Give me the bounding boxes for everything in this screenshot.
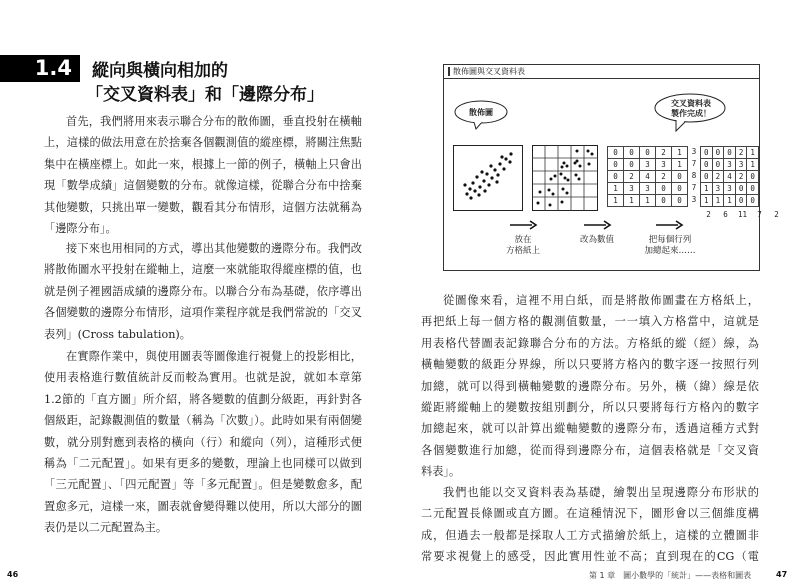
text-line: 集中在橫座標上。如此一來，根據上一節的例子，橫軸上只會出 bbox=[44, 157, 362, 171]
table-cell: 1 bbox=[640, 195, 656, 207]
table-cell: 3 bbox=[656, 159, 672, 171]
text-line: 成，但過去一般都是採取人工方式描繪於紙上，這樣的立體圖非 bbox=[421, 528, 759, 542]
table-cell: 1 bbox=[724, 195, 736, 207]
text-line: 各個變數的邊際分布情形，這項作業程序就是我們常說的「交叉 bbox=[44, 306, 362, 320]
figure-title: 散佈圖與交叉資料表 bbox=[453, 67, 525, 76]
text-line: 從圖像來看，這裡不用白紙，而是將散佈圖畫在方格紙上， bbox=[443, 294, 759, 307]
table-row bbox=[608, 195, 688, 207]
text-line: 表仍是以二元配置為主。 bbox=[44, 521, 168, 535]
text-line: 表列」(Cross tabulation)。 bbox=[44, 327, 191, 341]
step1-caption bbox=[498, 235, 548, 257]
running-footer: 第 1 章 圖小數學的「統計」——表格和圖表 bbox=[589, 571, 752, 580]
scatter-plot-panel bbox=[453, 145, 523, 211]
bubble-left-text: 散佈圖 bbox=[469, 108, 493, 117]
text-line: 1.2節的「直方圖」所介紹，將各變數的值劃分級距，再針對各 bbox=[44, 392, 362, 406]
bubble-right-line1: 交叉資料表 bbox=[671, 99, 711, 108]
table-cell: 0 bbox=[656, 183, 672, 195]
section-title-line1: 縱向與橫向相加的 bbox=[92, 61, 228, 81]
table-cell: 1 bbox=[608, 183, 624, 195]
arrow-right-icon bbox=[582, 219, 612, 231]
table-cell: 0 bbox=[624, 159, 640, 171]
table-row bbox=[701, 171, 759, 183]
text-line: 各個變數進行加總，從而得到邊際分布，這個表格就是「交叉資 bbox=[421, 443, 759, 457]
table-cell: 0 bbox=[747, 195, 759, 207]
table-cell: 2 bbox=[656, 147, 672, 159]
table-cell: 0 bbox=[712, 159, 724, 171]
table-cell: 1 bbox=[672, 159, 688, 171]
table-cell: 0 bbox=[735, 195, 747, 207]
table-cell: 0 bbox=[672, 195, 688, 207]
table-cell: 2 bbox=[735, 147, 747, 159]
table-cell: 0 bbox=[747, 183, 759, 195]
text-line: 橫軸變數的級距分界線，所以只要將方格內的數字逐一按照行列 bbox=[421, 358, 759, 372]
table-cell: 1 bbox=[747, 147, 759, 159]
row-total: 8 bbox=[691, 171, 697, 180]
text-line: 「邊際分布」。 bbox=[44, 222, 117, 236]
text-line: 接下來也用相同的方式，導出其他變數的邊際分布。我們改 bbox=[66, 242, 362, 255]
table-row bbox=[701, 195, 759, 207]
table-row bbox=[608, 171, 688, 183]
header-marker bbox=[448, 67, 450, 76]
grid-paper-panel bbox=[532, 145, 598, 211]
text-line: 稱為「二元配置」。如果有更多的變數，理論上也同樣可以做到 bbox=[44, 457, 362, 471]
right-paragraph-1 bbox=[421, 290, 759, 483]
table-cell: 0 bbox=[701, 171, 713, 183]
table-cell: 0 bbox=[640, 147, 656, 159]
row-totals-column bbox=[688, 146, 700, 206]
column-totals-row bbox=[700, 209, 785, 220]
table-cell: 0 bbox=[608, 159, 624, 171]
bubble-right-text bbox=[656, 99, 726, 119]
section-title-line2: 「交叉資料表」和「邊際分布」 bbox=[86, 85, 324, 105]
table-row bbox=[608, 183, 688, 195]
text-line: 再把紙上每一個方格的觀測值數量，一一填入方格當中，這就是 bbox=[421, 315, 759, 329]
text-line: 現「數學成績」這個變數的分布。就像這樣，從聯合分布中捨棄 bbox=[44, 179, 362, 193]
table-cell: 1 bbox=[672, 147, 688, 159]
text-line: 首先，我們將用來表示聯合分布的散佈圖，垂直投射在橫軸 bbox=[66, 115, 362, 128]
table-cell: 0 bbox=[701, 147, 713, 159]
step3-line2: 加總起來…… bbox=[644, 246, 696, 256]
row-total: 7 bbox=[691, 159, 697, 168]
table-cell: 3 bbox=[640, 183, 656, 195]
step1-line2: 方格紙上 bbox=[505, 246, 540, 256]
table-row bbox=[608, 147, 688, 159]
left-paragraph-2 bbox=[44, 238, 362, 345]
text-line: 上，這樣的做法用意在於捨棄各個觀測值的縱座標，將關注焦點 bbox=[44, 136, 362, 150]
text-line: 使用表格進行數值統計反而較為實用。也就是說，就如本章第 bbox=[44, 371, 362, 385]
arrow-right-icon bbox=[508, 219, 538, 231]
step3-caption bbox=[638, 235, 702, 257]
table-cell: 1 bbox=[701, 183, 713, 195]
arrow-right-icon bbox=[654, 219, 684, 231]
table-cell: 3 bbox=[724, 183, 736, 195]
text-line: 將散佈圖水平投射在縱軸上，這麼一來就能取得縱座標的值，也 bbox=[44, 263, 362, 277]
table-cell: 0 bbox=[672, 183, 688, 195]
table-cell: 2 bbox=[712, 171, 724, 183]
table-row bbox=[701, 147, 759, 159]
text-line: 數，就分別對應到表格的橫向（行）和縱向（列），這種形式便 bbox=[44, 435, 362, 449]
bubble-right-line2: 製作完成！ bbox=[671, 109, 711, 118]
text-line: 其他變數，只挑出單一變數，觀看其分布情形，這個方法就稱為 bbox=[44, 200, 362, 214]
table-cell: 3 bbox=[724, 159, 736, 171]
step1-line1: 放在 bbox=[514, 235, 532, 245]
table-cell: 0 bbox=[608, 147, 624, 159]
table-cell: 0 bbox=[735, 183, 747, 195]
text-line: 我們也能以交叉資料表為基礎，繪製出呈現邊際分布形狀的 bbox=[443, 486, 759, 499]
table-cell: 0 bbox=[656, 195, 672, 207]
table-cell: 1 bbox=[624, 195, 640, 207]
text-line: 二元配置長條圖或直方圖。在這種情況下，圖形會以三個維度構 bbox=[421, 507, 759, 521]
right-paragraph-2 bbox=[421, 482, 759, 568]
table-cell: 0 bbox=[672, 171, 688, 183]
figure-box bbox=[443, 64, 779, 271]
table-cell: 0 bbox=[624, 147, 640, 159]
table-cell: 3 bbox=[640, 159, 656, 171]
cross-table bbox=[700, 146, 759, 207]
table-row bbox=[701, 159, 759, 171]
table-cell: 1 bbox=[747, 159, 759, 171]
table-cell: 3 bbox=[624, 183, 640, 195]
text-line: 加總起來，就可以計算出縱軸變數的邊際分布，透過這種方式對 bbox=[421, 422, 759, 436]
table-cell: 1 bbox=[608, 195, 624, 207]
step2-caption: 改為數值 bbox=[579, 235, 614, 245]
column-total: 11 bbox=[737, 210, 748, 219]
table-cell: 1 bbox=[712, 195, 724, 207]
row-total: 3 bbox=[691, 195, 697, 204]
table-cell: 3 bbox=[735, 159, 747, 171]
text-line: 就是例子裡國語成績的邊際分布。以聯合分布為基礎，依序導出 bbox=[44, 284, 362, 298]
column-total: 2 bbox=[774, 210, 779, 219]
table-cell: 2 bbox=[735, 171, 747, 183]
text-line: 料表」。 bbox=[421, 465, 461, 479]
text-line: 在實際作業中，與使用圖表等圖像進行視覺上的投影相比， bbox=[66, 350, 362, 363]
table-cell: 4 bbox=[724, 171, 736, 183]
step3-line1: 把每個行列 bbox=[648, 235, 692, 245]
count-table bbox=[607, 146, 688, 207]
section-number: 1.4 bbox=[0, 55, 80, 82]
left-paragraph-3 bbox=[44, 346, 362, 539]
right-page-number: 47 bbox=[776, 570, 788, 579]
column-total: 7 bbox=[757, 210, 762, 219]
text-line: 加總，就可以得到橫軸變數的邊際分布。另外，橫（緯）線是依 bbox=[421, 379, 759, 393]
figure-header bbox=[444, 65, 759, 79]
table-cell: 0 bbox=[724, 147, 736, 159]
table-cell: 4 bbox=[640, 171, 656, 183]
table-cell: 3 bbox=[712, 183, 724, 195]
table-cell: 0 bbox=[747, 171, 759, 183]
text-line: 「三元配置」、「四元配置」等「多元配置」。但是變數愈多，配 bbox=[44, 478, 362, 492]
left-page-number: 46 bbox=[7, 570, 19, 579]
table-cell: 2 bbox=[624, 171, 640, 183]
row-total: 7 bbox=[691, 183, 697, 192]
table-row bbox=[701, 183, 759, 195]
row-total: 3 bbox=[691, 147, 697, 156]
table-cell: 0 bbox=[712, 147, 724, 159]
text-line: 用表格代替圖表記錄聯合分布的方法。方格紙的縱（經）線，為 bbox=[421, 336, 759, 350]
table-cell: 1 bbox=[701, 195, 713, 207]
table-cell: 0 bbox=[608, 171, 624, 183]
text-line: 常要求視覺上的感受，因此實用性並不高；直到現在的CG（電 bbox=[421, 550, 759, 564]
column-total: 6 bbox=[723, 210, 728, 219]
text-line: 個級距，記錄觀測值的數量（稱為「次數」）。此時如果有兩個變 bbox=[44, 414, 362, 428]
table-cell: 0 bbox=[701, 159, 713, 171]
column-total: 2 bbox=[706, 210, 711, 219]
text-line: 置愈多元，這樣一來，圖表就會變得難以使用，所以大部分的圖 bbox=[44, 499, 362, 513]
table-cell: 2 bbox=[656, 171, 672, 183]
text-line: 縱距將縱軸上的變數按組別劃分，所以只要將每行方格內的數字 bbox=[421, 401, 759, 415]
left-paragraph-1 bbox=[44, 111, 362, 239]
table-row bbox=[608, 159, 688, 171]
